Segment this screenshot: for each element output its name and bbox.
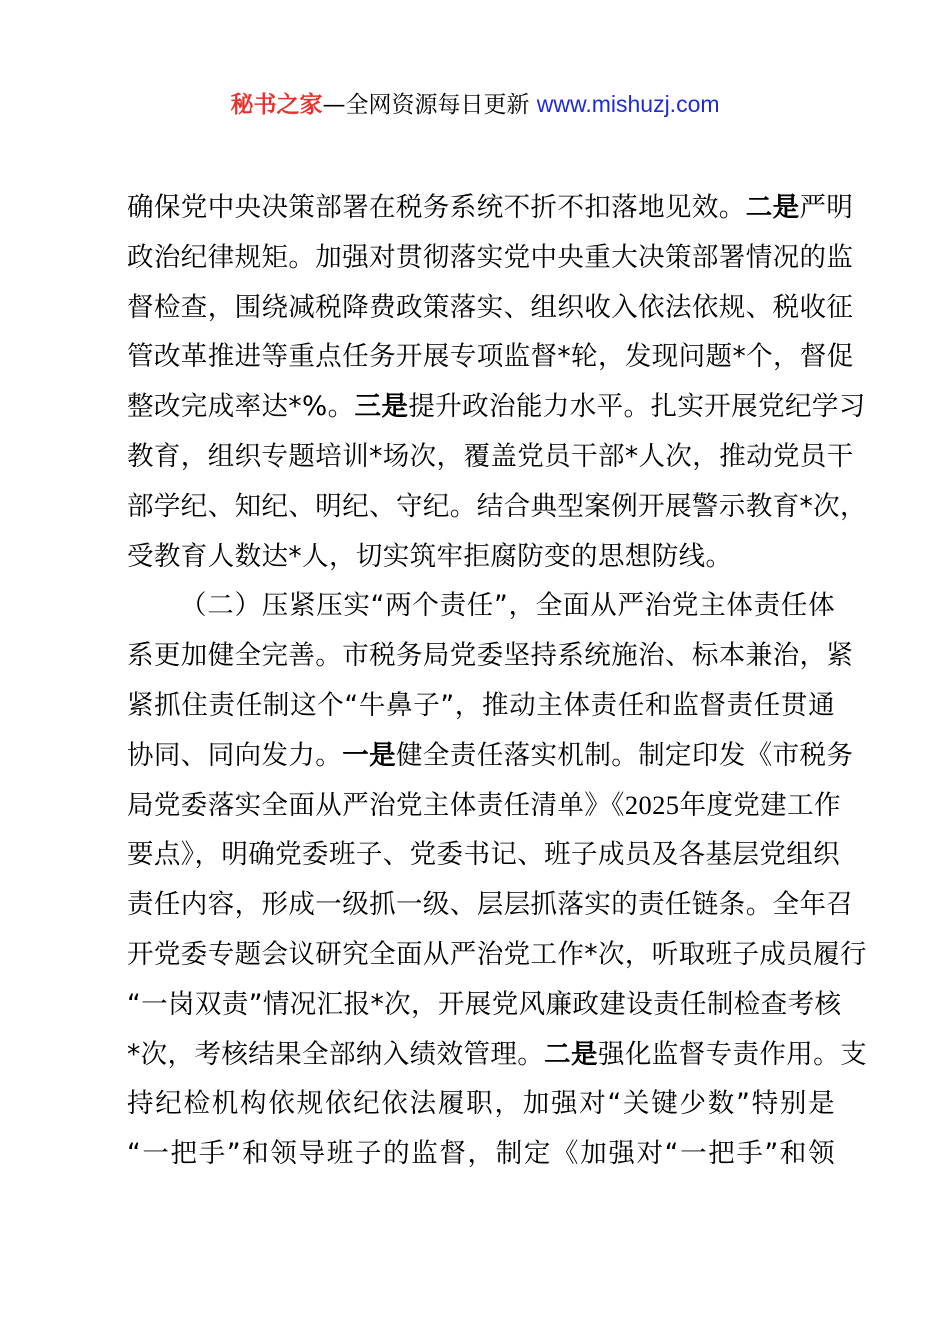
bold-marker: 一是 <box>342 739 397 771</box>
text-line: 紧抓住责任制这个“牛鼻子”，推动主体责任和监督责任贯通 <box>127 689 835 721</box>
text-line: 开党委专题会议研究全面从严治党工作*次，听取班子成员履行 <box>127 938 867 970</box>
site-url[interactable]: www.mishuzj.com <box>536 91 720 117</box>
bold-marker: 二是 <box>544 1038 598 1070</box>
text-line: 系更加健全完善。市税务局党委坚持系统施治、标本兼治，紧 <box>127 640 854 672</box>
page-header <box>0 86 950 123</box>
text-line: “一把手”和领导班子的监督，制定《加强对“一把手”和领 <box>127 1138 835 1170</box>
text-line: 教育，组织专题培训*场次，覆盖党员干部*人次，推动党员干 <box>127 440 854 472</box>
brand-name: 秘书之家 <box>230 92 323 118</box>
document-body <box>127 183 867 1179</box>
header-tagline: —全网资源每日更新 <box>322 92 537 118</box>
text-line: *次，考核结果全部纳入绩效管理。二是强化监督专责作用。支 <box>127 1038 867 1070</box>
text-line: 政治纪律规矩。加强对贯彻落实党中央重大决策部署情况的监 <box>127 241 854 273</box>
bold-marker: 三是 <box>354 391 409 423</box>
text-line: 责任内容，形成一级抓一级、层层抓落实的责任链条。全年召 <box>127 889 854 921</box>
text-line: 局党委落实全面从严治党主体责任清单》《2025年度党建工作 <box>127 789 841 821</box>
section-heading-line: （二）压紧压实“两个责任”，全面从严治党主体责任体 <box>180 590 835 622</box>
text-line: 协同、同向发力。一是健全责任落实机制。制定印发《市税务 <box>127 739 854 771</box>
text-line: 要点》，明确党委班子、党委书记、班子成员及各基层党组织 <box>127 839 841 871</box>
text-line: 整改完成率达*%。三是提升政治能力水平。扎实开展党纪学习 <box>127 391 866 423</box>
text-line: 受教育人数达*人，切实筑牢拒腐防变的思想防线。 <box>127 540 733 572</box>
text-line: “一岗双责”情况汇报*次，开展党风廉政建设责任制检查考核 <box>127 988 842 1020</box>
text-line: 持纪检机构依规依纪依法履职，加强对“关键少数”特别是 <box>127 1088 835 1120</box>
text-line: 管改革推进等重点任务开展专项监督*轮，发现问题*个，督促 <box>127 341 854 373</box>
year-number: 2025 <box>624 789 680 820</box>
bold-marker: 二是 <box>745 192 800 223</box>
text-line: 部学纪、知纪、明纪、守纪。结合典型案例开展警示教育*次， <box>127 490 867 522</box>
text-line: 督检查，围绕减税降费政策落实、组织收入依法依规、税收征 <box>127 291 854 323</box>
text-line: 确保党中央决策部署在税务系统不折不扣落地见效。二是严明 <box>127 192 854 223</box>
